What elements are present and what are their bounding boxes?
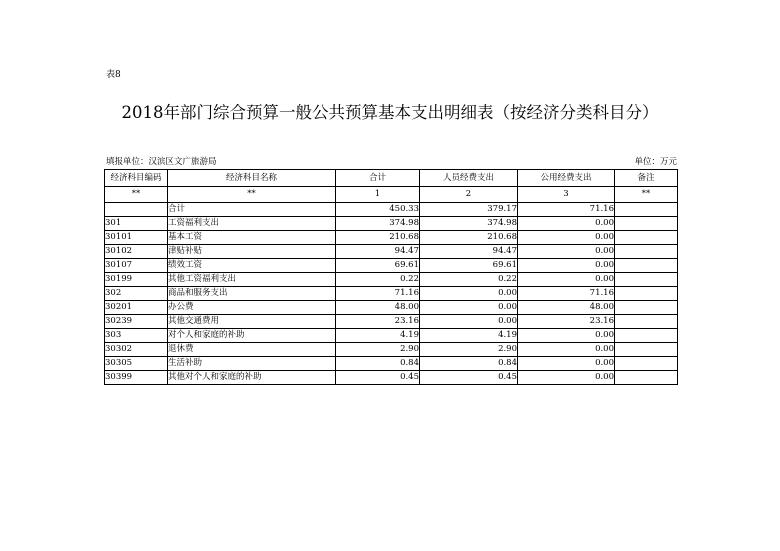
index-total: 1: [336, 187, 420, 203]
total-cell: 374.98: [336, 217, 420, 231]
code-cell: [105, 203, 168, 217]
total-cell: 210.68: [336, 231, 420, 245]
name-cell: 津贴补贴: [168, 245, 336, 259]
index-personnel: 2: [420, 187, 518, 203]
expenditure-table: [104, 169, 678, 385]
table-row: [105, 371, 678, 385]
header-name: 经济科目名称: [168, 170, 336, 187]
note-cell: [615, 231, 678, 245]
note-cell: [615, 315, 678, 329]
public-cell: 0.00: [518, 217, 615, 231]
total-cell: 23.16: [336, 315, 420, 329]
header-public: 公用经费支出: [518, 170, 615, 187]
note-cell: [615, 329, 678, 343]
total-cell: 69.61: [336, 259, 420, 273]
personnel-cell: 0.45: [420, 371, 518, 385]
total-cell: 2.90: [336, 343, 420, 357]
name-cell: 生活补助: [168, 357, 336, 371]
personnel-cell: 0.00: [420, 301, 518, 315]
name-cell: 商品和服务支出: [168, 287, 336, 301]
note-cell: [615, 273, 678, 287]
table-header-row: [105, 170, 678, 187]
table-row: [105, 329, 678, 343]
header-code: 经济科目编码: [105, 170, 168, 187]
index-public: 3: [518, 187, 615, 203]
total-cell: 0.84: [336, 357, 420, 371]
note-cell: [615, 371, 678, 385]
note-cell: [615, 259, 678, 273]
public-cell: 0.00: [518, 371, 615, 385]
table-index-row: [105, 187, 678, 203]
code-cell: 30101: [105, 231, 168, 245]
total-cell: 48.00: [336, 301, 420, 315]
code-cell: 30107: [105, 259, 168, 273]
public-cell: 48.00: [518, 301, 615, 315]
name-cell: 退休费: [168, 343, 336, 357]
code-cell: 30305: [105, 357, 168, 371]
personnel-cell: 0.84: [420, 357, 518, 371]
table-row: [105, 217, 678, 231]
code-cell: 301: [105, 217, 168, 231]
note-cell: [615, 357, 678, 371]
personnel-cell: 4.19: [420, 329, 518, 343]
public-cell: 0.00: [518, 259, 615, 273]
currency-unit: 单位：万元: [634, 157, 677, 167]
name-cell: 基本工资: [168, 231, 336, 245]
note-cell: [615, 343, 678, 357]
personnel-cell: 374.98: [420, 217, 518, 231]
code-cell: 302: [105, 287, 168, 301]
table-row: [105, 301, 678, 315]
code-cell: 30239: [105, 315, 168, 329]
table-row: [105, 231, 678, 245]
name-cell: 对个人和家庭的补助: [168, 329, 336, 343]
total-cell: 71.16: [336, 287, 420, 301]
code-cell: 30302: [105, 343, 168, 357]
header-personnel: 人员经费支出: [420, 170, 518, 187]
personnel-cell: 210.68: [420, 231, 518, 245]
personnel-cell: 0.00: [420, 287, 518, 301]
code-cell: 30201: [105, 301, 168, 315]
total-cell: 94.47: [336, 245, 420, 259]
name-cell: 办公费: [168, 301, 336, 315]
total-cell: 0.45: [336, 371, 420, 385]
public-cell: 0.00: [518, 231, 615, 245]
index-name: **: [168, 187, 336, 203]
public-cell: 0.00: [518, 357, 615, 371]
header-total: 合计: [336, 170, 420, 187]
public-cell: 0.00: [518, 273, 615, 287]
note-cell: [615, 245, 678, 259]
note-cell: [615, 287, 678, 301]
name-cell: 合计: [168, 203, 336, 217]
code-cell: 30399: [105, 371, 168, 385]
table-row: [105, 245, 678, 259]
code-cell: 30199: [105, 273, 168, 287]
total-cell: 450.33: [336, 203, 420, 217]
note-cell: [615, 203, 678, 217]
public-cell: 0.00: [518, 329, 615, 343]
table-row: [105, 343, 678, 357]
table-row: [105, 287, 678, 301]
table-number-label: 表8: [106, 70, 121, 80]
reporting-unit: 填报单位：汉滨区文广旅游局: [106, 157, 217, 167]
name-cell: 工资福利支出: [168, 217, 336, 231]
personnel-cell: 2.90: [420, 343, 518, 357]
code-cell: 303: [105, 329, 168, 343]
table-row: [105, 315, 678, 329]
header-note: 备注: [615, 170, 678, 187]
personnel-cell: 94.47: [420, 245, 518, 259]
public-cell: 23.16: [518, 315, 615, 329]
name-cell: 其他对个人和家庭的补助: [168, 371, 336, 385]
personnel-cell: 0.22: [420, 273, 518, 287]
document-title: 2018年部门综合预算一般公共预算基本支出明细表（按经济分类科目分）: [121, 103, 659, 122]
table-row: [105, 203, 678, 217]
index-note: **: [615, 187, 678, 203]
index-code: **: [105, 187, 168, 203]
public-cell: 0.00: [518, 245, 615, 259]
personnel-cell: 69.61: [420, 259, 518, 273]
total-cell: 0.22: [336, 273, 420, 287]
note-cell: [615, 301, 678, 315]
table-row: [105, 357, 678, 371]
table-row: [105, 259, 678, 273]
note-cell: [615, 217, 678, 231]
total-cell: 4.19: [336, 329, 420, 343]
public-cell: 0.00: [518, 343, 615, 357]
public-cell: 71.16: [518, 203, 615, 217]
table-row: [105, 273, 678, 287]
name-cell: 绩效工资: [168, 259, 336, 273]
name-cell: 其他工资福利支出: [168, 273, 336, 287]
personnel-cell: 379.17: [420, 203, 518, 217]
personnel-cell: 0.00: [420, 315, 518, 329]
code-cell: 30102: [105, 245, 168, 259]
public-cell: 71.16: [518, 287, 615, 301]
name-cell: 其他交通费用: [168, 315, 336, 329]
